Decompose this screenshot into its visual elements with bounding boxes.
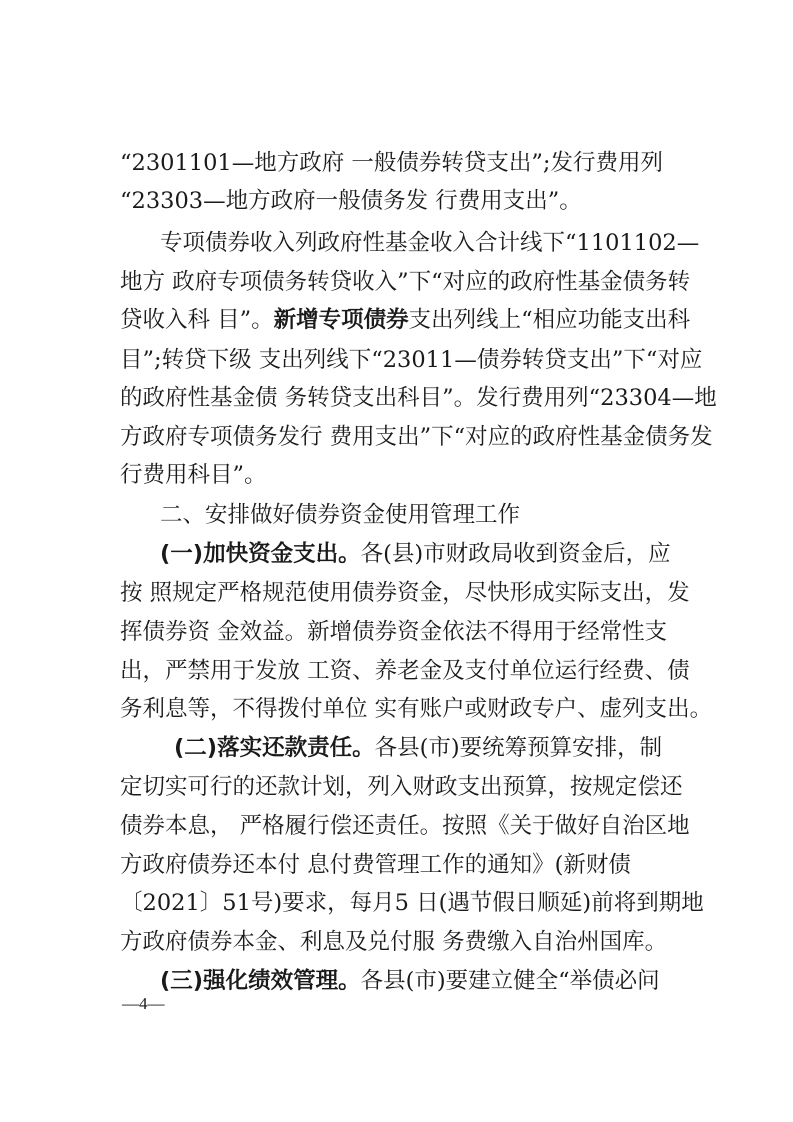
- text-span: 行费用科目”。: [120, 462, 267, 488]
- text-line: [120, 305, 690, 335]
- subheading-text: (三)强化绩效管理。: [160, 968, 361, 994]
- text-span: 方政府债券还本付 息付费管理工作的通知》(新财债: [120, 852, 631, 878]
- text-line: [120, 850, 631, 880]
- text-span: 按 照规定严格规范使用债券资金，尽快形成实际支出，发: [120, 580, 690, 606]
- section-heading: [160, 500, 520, 530]
- text-span: 各县(市)要建立健全“举债必问: [360, 968, 660, 994]
- text-span: “2301101—地方政府 一般债券转贷支出”;发行费用列: [120, 150, 663, 176]
- text-line: [120, 383, 717, 413]
- text-line: [120, 267, 690, 297]
- text-span: 方政府专项债务发行 费用支出”下“对应的政府性基金债务发: [120, 424, 713, 450]
- text-line: [120, 460, 267, 490]
- page-number: —4—: [122, 994, 165, 1013]
- text-line: [120, 186, 582, 216]
- text-line: [160, 228, 699, 258]
- text-span: 贷收入科 目”。: [120, 307, 274, 333]
- text-line: [160, 966, 660, 996]
- text-span: 务利息等，不得拨付单位 实有账户或财政专户、虚列支出。: [120, 696, 713, 722]
- text-span: 各(县)市财政局收到资金后，应: [360, 541, 671, 567]
- subheading-text: (二)落实还款责任。: [174, 735, 375, 761]
- text-span: 方政府债券本金、利息及兑付服 务费缴入自治州国库。: [120, 929, 668, 955]
- text-line: [120, 694, 712, 724]
- text-line: [160, 539, 671, 569]
- text-span: 地方 政府专项债务转贷收入”下“对应的政府性基金债务转: [120, 269, 691, 295]
- text-span: 〔2021〕51号)要求，每月5 日(遇节假日顺延)前将到期地: [120, 890, 704, 916]
- text-span: 的政府性基金债 务转贷支出科目”。发行费用列“23304—地: [120, 385, 717, 411]
- text-span: “23303—地方政府一般债务发 行费用支出”。: [120, 188, 582, 214]
- text-span: 目”;转贷下级 支出列线下“23011—债券转贷支出”下“对应: [120, 347, 703, 373]
- bold-text: 新增专项债券: [273, 307, 409, 333]
- text-span: 支出列线上“相应功能支出科: [408, 307, 691, 333]
- text-line: [120, 578, 690, 608]
- text-line: [120, 772, 683, 802]
- text-line: [120, 345, 702, 375]
- text-line: [120, 148, 663, 178]
- text-span: 债券本息， 严格履行偿还责任。按照《关于做好自治区地: [120, 813, 690, 839]
- text-line: [174, 733, 662, 763]
- text-line: [120, 927, 667, 957]
- text-line: [120, 811, 690, 841]
- text-line: [120, 888, 704, 918]
- heading-text: 二、安排做好债券资金使用管理工作: [160, 502, 521, 528]
- text-line: [120, 422, 713, 452]
- text-span: 专项债券收入列政府性基金收入合计线下“1101102—: [160, 230, 700, 256]
- text-span: 挥债券资 金效益。新增债券资金依法不得用于经常性支: [120, 619, 668, 645]
- subheading-text: (一)加快资金支出。: [160, 541, 361, 567]
- text-line: [120, 617, 667, 647]
- text-span: 定切实可行的还款计划，列入财政支出预算，按规定偿还: [120, 774, 683, 800]
- text-span: 各县(市)要统筹预算安排，制: [374, 735, 663, 761]
- text-line: [120, 656, 690, 686]
- text-span: 出，严禁用于发放 工资、养老金及支付单位运行经费、债: [120, 658, 690, 684]
